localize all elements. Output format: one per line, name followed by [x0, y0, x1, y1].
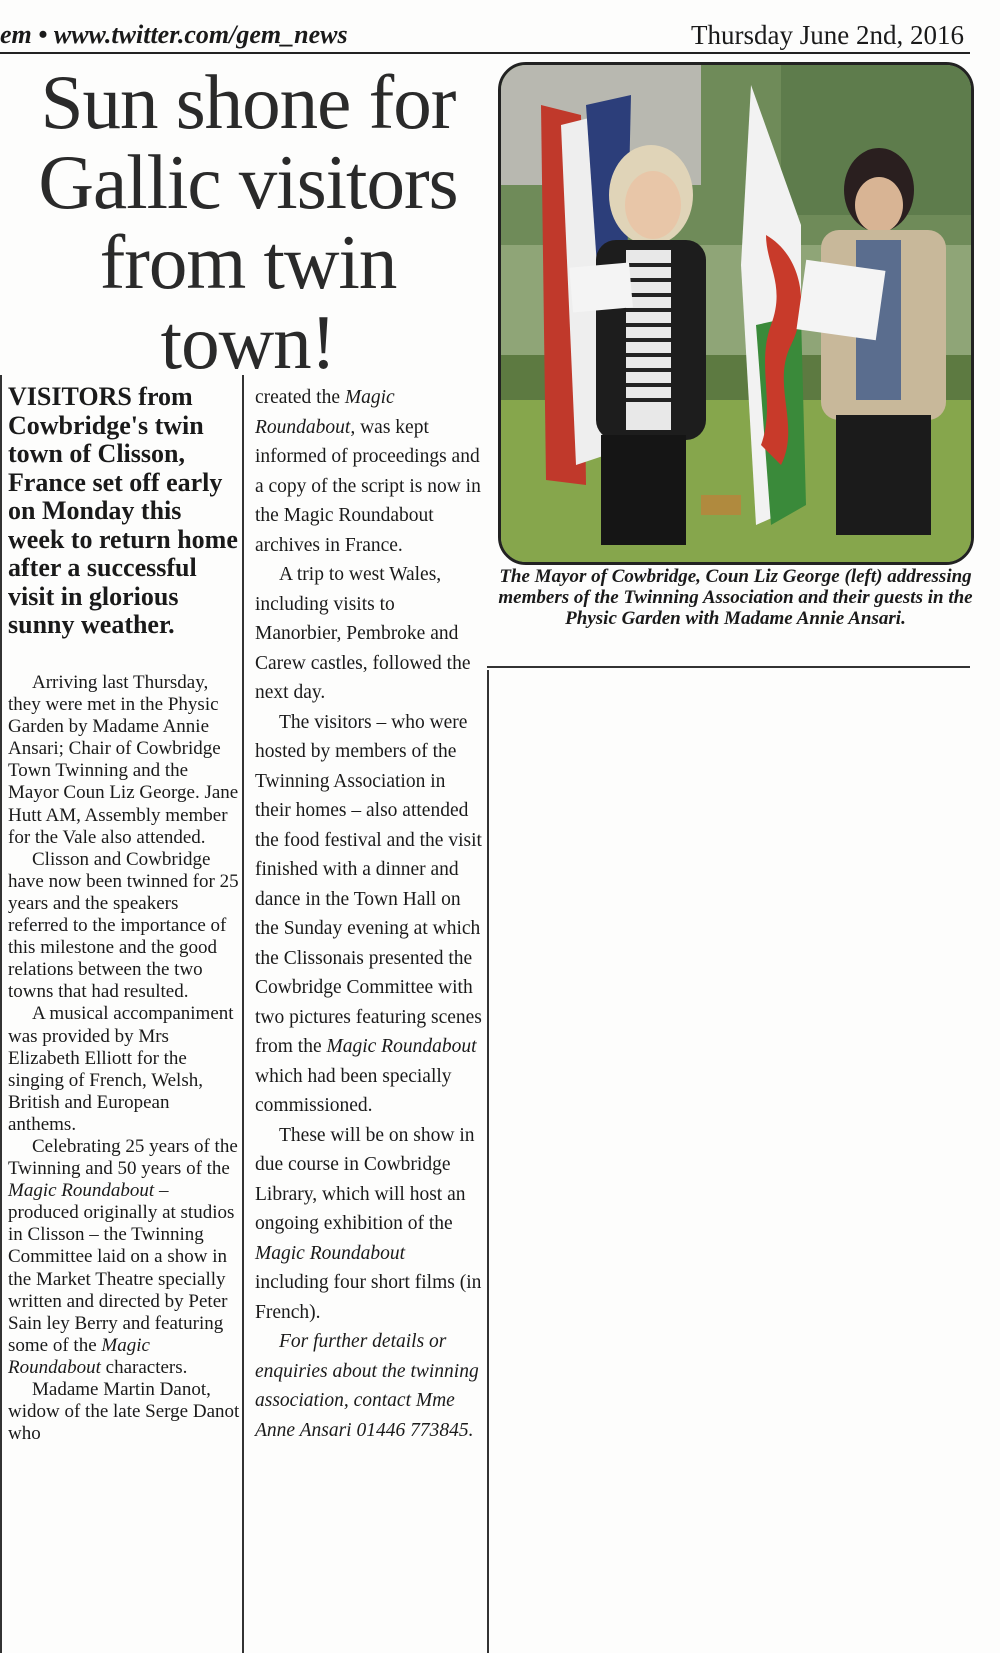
masthead-date: Thursday June 2nd, 2016	[691, 20, 964, 50]
paragraph: The visitors – who were hosted by members of the Twinning Association in their homes – also attended the food festival and the visit finished with a dinner and dance in the Town Hall on the Sunday evening at which the Clissonais presented the Cowbridge Committee with two pictures featuring scenes from the Magic Roundabout which had been specially commissioned.	[255, 711, 482, 1116]
paragraph: A trip to west Wales, including visits to Manorbier, Pembroke and Carew castles, followed the next day.	[255, 564, 471, 703]
article-lead: VISITORS from Cowbridge's twin town of Clisson, France set off early on Monday this week to return home after a successful visit in glorious sunny weather.	[8, 382, 238, 639]
masthead	[0, 18, 970, 54]
paragraph: Celebrating 25 years of the Twinning and 50 years of the Magic Roundabout – produced originally at studios in Clisson – the Twinning Committee laid on a show in the Market Theatre specially written and directed by Peter Sain ley Berry and featuring some of the Magic Roundabout characters.	[8, 1135, 238, 1378]
column-rule-right	[487, 670, 489, 1653]
paragraph: A musical accompaniment was provided by Mrs Elizabeth Elliott for the singing of French, Welsh, British and European anthems.	[8, 1003, 234, 1135]
paragraph: Madame Martin Danot, widow of the late Serge Danot who	[8, 1379, 240, 1445]
article-column-1	[8, 672, 240, 1445]
paragraph: created the Magic Roundabout, was kept informed of proceedings and a copy of the script is now in the Magic Roundabout archives in France.	[255, 387, 481, 556]
paragraph: These will be on show in due course in Cowbridge Library, which will host an ongoing exhibition of the Magic Roundabout including four short films (in French).	[255, 1124, 482, 1323]
photo-caption: The Mayor of Cowbridge, Coun Liz George (left) addressing members of the Twinning Association and their guests in the Physic Garden with Madame Annie Ansari.	[498, 566, 973, 629]
article-headline: Sun shone for Gallic visitors from twin town!	[38, 59, 458, 385]
paragraph: Arriving last Thursday, they were met in the Physic Garden by Madame Annie Ansari; Chair of Cowbridge Town Twinning and the Mayor Coun Liz George. Jane Hutt AM, Assembly member for the Vale also attended.	[8, 672, 239, 848]
article-photo	[498, 62, 974, 565]
article-column-2	[255, 383, 483, 1445]
contact-paragraph: For further details or enquiries about the twinning association, contact Mme Anne Ansari 01446 773845.	[255, 1331, 479, 1441]
caption-rule	[487, 666, 970, 668]
paragraph: Clisson and Cowbridge have now been twinned for 25 years and the speakers referred to the importance of this milestone and the good relations between the two towns that had resulted.	[8, 848, 239, 1003]
masthead-twitter: em • www.twitter.com/gem_news	[0, 20, 348, 49]
